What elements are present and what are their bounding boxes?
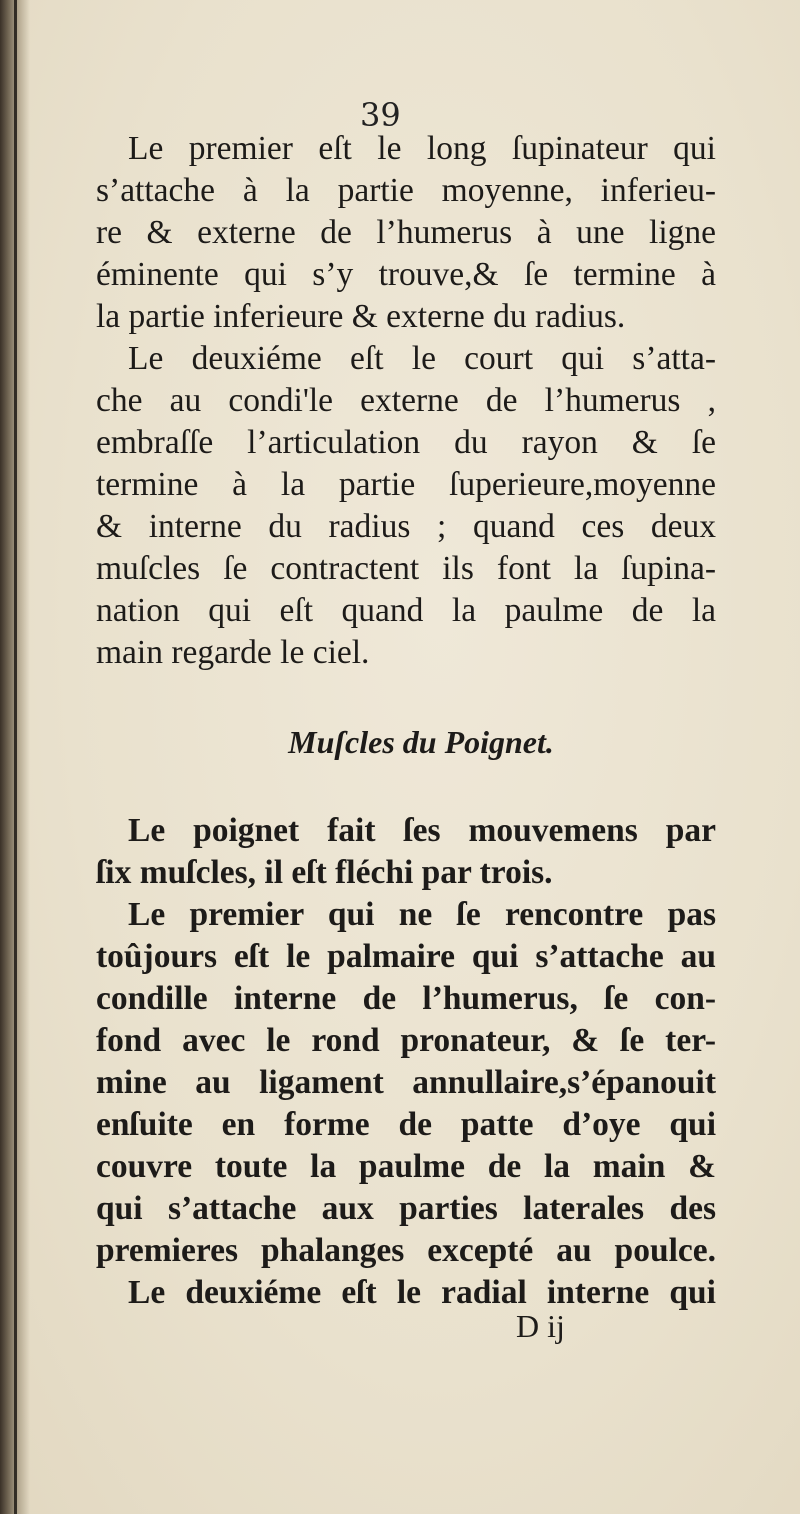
text-line: couvre toute la paulme de la main & [96,1148,716,1185]
text-line: termine à la partie ſuperieure,moyenne [96,466,716,503]
text-line: condille interne de l’humerus, ſe con- [96,980,716,1017]
text-line: fond avec le rond pronateur, & ſe ter- [96,1022,716,1059]
text-line: Le poignet fait ſes mouvemens par [128,812,716,849]
text-line: nation qui eſt quand la paulme de la [96,592,716,629]
text-line: muſcles ſe contractent ils font la ſupina- [96,550,716,587]
page-number: 39 [360,96,401,134]
text-line: main regarde le ciel. [96,634,370,671]
text-line: qui s’attache aux parties laterales des [96,1190,716,1227]
section-heading: Muſcles du Poignet. [288,724,554,760]
text-line: éminente qui s’y trouve,& ſe termine à [96,256,716,293]
text-line: ſix muſcles, il eſt fléchi par trois. [96,854,553,891]
text-line: premieres phalanges excepté au poulce. [96,1232,716,1269]
page-text [96,128,716,1314]
text-line: toûjours eſt le palmaire qui s’attache au [96,938,716,975]
text-line: re & externe de l’humerus à une ligne [96,214,716,251]
section-wrist [96,810,716,1314]
book-gutter-edge [14,0,17,1514]
text-line: Le deuxiéme eſt le radial interne qui [128,1274,716,1311]
text-line: mine au ligament annullaire,s’épanouit [96,1064,716,1101]
text-line: s’attache à la partie moyenne, inferieu- [96,172,716,209]
text-line: embraſſe l’articulation du rayon & ſe [96,424,716,461]
text-line: Le premier eſt le long ſupinateur qui [128,130,716,167]
text-line: enſuite en forme de patte d’oye qui [96,1106,716,1143]
section-supinators [96,128,716,674]
text-line: che au condi'le externe de l’humerus , [96,382,716,419]
text-line: Le premier qui ne ſe rencontre pas [128,896,716,933]
printer-signature-mark: D ij [516,1308,565,1344]
text-line: la partie inferieure & externe du radius. [96,298,626,335]
text-line: & interne du radius ; quand ces deux [96,508,716,545]
text-line: Le deuxiéme eſt le court qui s’atta- [128,340,716,377]
